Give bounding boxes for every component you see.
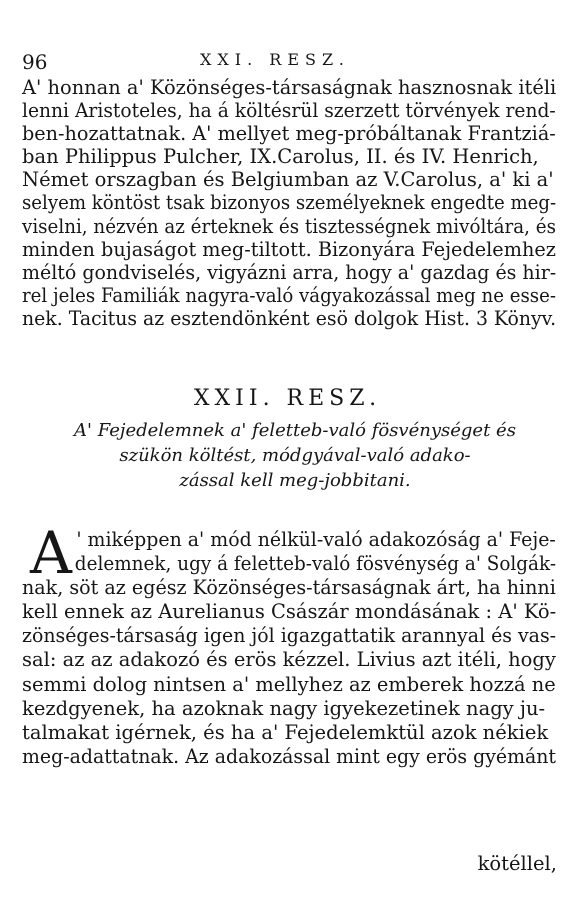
- text-line: rel jeles Familiák nagyra-való vágyakozással meg ne esse-: [22, 283, 557, 307]
- drop-cap: A: [30, 519, 72, 587]
- page-header: [22, 50, 552, 78]
- catchword: kötéllel,: [477, 852, 557, 875]
- subtitle-line: zással kell meg-jobbitani.: [179, 470, 411, 491]
- opening-paragraph: [22, 76, 556, 330]
- text-line: zönséges-társaság igen jól igazgattatik arannyal és vas-: [22, 624, 557, 648]
- text-line: kezdgyenek, ha azoknak nagy igyekezetinek nagy ju-: [22, 696, 546, 720]
- text-line: kell ennek az Aurelianus Császár mondásának : A' Kö-: [22, 600, 557, 624]
- text-line: Német orszagban és Belgiumban az V.Carolus, a' ki a': [22, 168, 554, 192]
- text-line: meg-adattatnak. Az adakozással mint egy erös gyémánt: [22, 744, 557, 768]
- text-line: lenni Aristoteles, ha á költésrül szerzett törvények rend-: [22, 99, 556, 123]
- text-line: ben-hozattatnak. A' mellyet meg-próbáltanak Frantziá-: [22, 122, 556, 146]
- text-line: minden bujaságot meg-tiltott. Bizonyára Fejedelemhez: [22, 237, 556, 261]
- text-line: ban Philippus Pulcher, IX.Carolus, II. és IV. Henrich,: [22, 145, 539, 169]
- text-line: talmakat igérnek, és ha a' Fejedelemktül azok nékiek: [22, 720, 549, 744]
- chapter-subtitle: [40, 418, 550, 493]
- text-line: A' honnan a' Közönséges-társaságnak hasznosnak itéli: [22, 76, 557, 99]
- page-number: 96: [22, 50, 48, 74]
- text-line: nek. Tacitus az esztendönként esö dolgok Hist. 3 Könyv.: [22, 306, 557, 330]
- text-line: ' miképpen a' mód nélkül-való adakozóság a' Feje-: [76, 528, 556, 551]
- text-line: sal: az az adakozó és erös kézzel. Livius azt itéli, hogy: [22, 648, 556, 672]
- chapter-body: [22, 528, 556, 769]
- text-line: delemnek, ugy á feletteb-való fösvénység a' Solgák-: [74, 552, 557, 576]
- chapter-title: XXII. RESZ.: [193, 386, 382, 411]
- text-line: selyem köntöst tsak bizonyos személyeknek engedte meg-: [22, 191, 557, 215]
- text-line: semmi dolog nintsen a' mellyhez az emberek hozzá ne: [22, 672, 556, 696]
- running-title: XXI. RESZ.: [200, 50, 350, 69]
- text-line: nak, söt az egész Közönséges-társaságnak árt, ha hinni: [22, 576, 556, 600]
- text-line: viselni, nézvén az érteknek és tisztességnek mivóltára, és: [22, 214, 556, 238]
- text-line: méltó gondviselés, vigyázni arra, hogy a' gazdag és hir-: [22, 260, 557, 284]
- subtitle-line: szükön költést, módgyával-való adako-: [119, 445, 471, 466]
- subtitle-line: A' Fejedelemnek a' feletteb-való fösvénységet és: [74, 420, 516, 441]
